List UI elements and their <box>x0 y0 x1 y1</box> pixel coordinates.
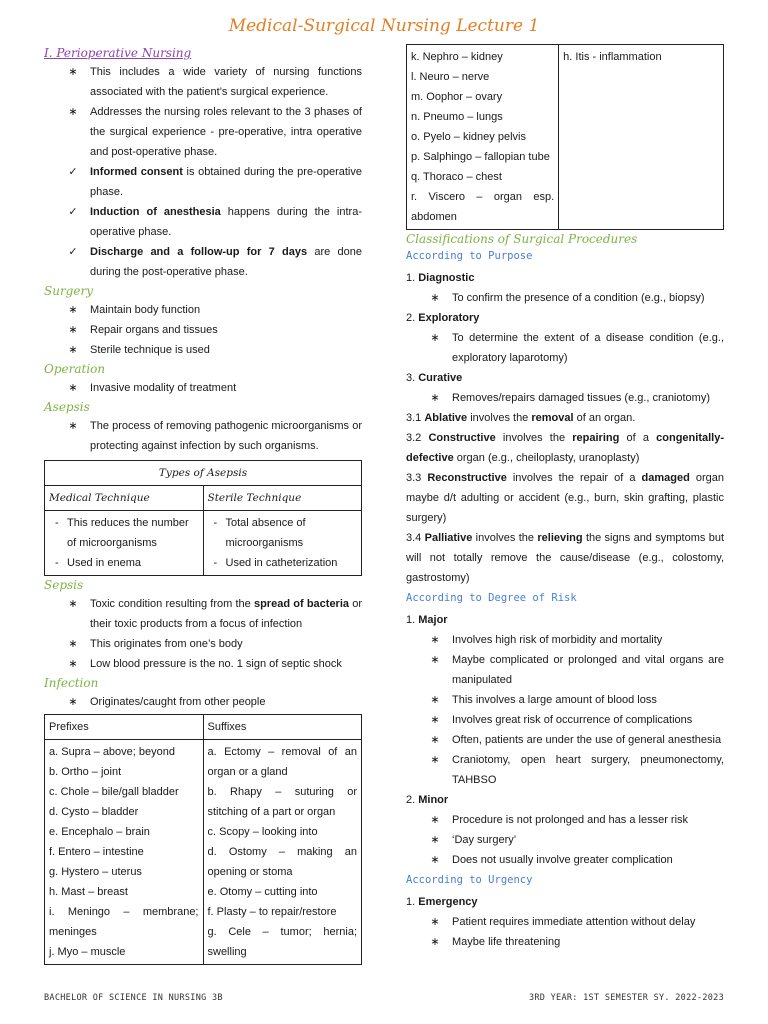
list-item: c. Scopy – looking into <box>207 826 318 838</box>
curative-item: 3. Curative <box>406 372 463 384</box>
asterisk-icon: ∗ <box>430 292 440 304</box>
list-item: ∗ To determine the extent of a disease condition (e.g., exploratory laparotomy) <box>406 328 724 368</box>
list-item: d. Ostomy – making an opening or stoma <box>207 846 357 878</box>
page-title: Medical-Surgical Nursing Lecture 1 <box>228 16 540 36</box>
list-item: e. Encephalo – brain <box>49 826 150 838</box>
affix-table-continued <box>406 44 724 230</box>
list-item: ∗ Maybe complicated or prolonged and vital organs are manipulated <box>406 650 724 690</box>
asterisk-icon: ∗ <box>430 916 440 928</box>
asterisk-icon: ∗ <box>68 658 78 670</box>
list-item: ∗ Sterile technique is used <box>44 340 362 360</box>
emergency-list <box>406 912 724 952</box>
list-item: - Used in enema <box>49 553 199 573</box>
list-item: ∗ Addresses the nursing roles relevant to the 3 phases of the surgical experience - pre-operative, intra operative and post-operative phase. <box>44 102 362 162</box>
asterisk-icon: ∗ <box>68 382 78 394</box>
list-item: n. Pneumo – lungs <box>411 111 503 123</box>
sepsis-heading: Sepsis <box>44 578 84 592</box>
asepsis-types-table <box>44 460 362 576</box>
asterisk-icon: ∗ <box>430 332 440 344</box>
reconstructive-item: 3.3 Reconstructive involves the repair of a damaged organ maybe d/t adulting or accident (e.g., burn, skin grafting, plastic surgery) <box>406 472 724 524</box>
asterisk-icon: ∗ <box>430 694 440 706</box>
footer-program: BACHELOR OF SCIENCE IN NURSING 3B <box>44 993 223 1003</box>
asterisk-icon: ∗ <box>68 638 78 650</box>
list-item: a. Ectomy – removal of an organ or a gland <box>207 746 357 778</box>
list-item: a. Supra – above; beyond <box>49 746 175 758</box>
list-item: ∗ Low blood pressure is the no. 1 sign of septic shock <box>44 654 362 674</box>
checkmark-icon: ✓ <box>68 166 78 178</box>
list-item: ∗ Toxic condition resulting from the spread of bacteria or their toxic products from a focus of infection <box>44 594 362 634</box>
list-item: b. Rhapy – suturing or stitching of a part or organ <box>207 786 357 818</box>
list-item: c. Chole – bile/gall bladder <box>49 786 179 798</box>
prefixes-header: Prefixes <box>45 715 204 740</box>
major-list <box>406 630 724 790</box>
list-item: ∗ Often, patients are under the use of general anesthesia <box>406 730 724 750</box>
list-item: g. Cele – tumor; hernia; swelling <box>207 926 357 958</box>
sepsis-list <box>44 594 362 674</box>
infection-list <box>44 692 362 712</box>
asterisk-icon: ∗ <box>430 854 440 866</box>
list-item: ∗ Craniotomy, open heart surgery, pneumonectomy, TAHBSO <box>406 750 724 790</box>
surgery-list <box>44 300 362 360</box>
list-item: ∗ Involves high risk of morbidity and mortality <box>406 630 724 650</box>
asterisk-icon: ∗ <box>430 392 440 404</box>
asterisk-icon: ∗ <box>430 936 440 948</box>
asterisk-icon: ∗ <box>68 696 78 708</box>
list-item: j. Myo – muscle <box>49 946 126 958</box>
diagnostic-item: 1. Diagnostic <box>406 272 475 284</box>
asterisk-icon: ∗ <box>430 754 440 766</box>
asterisk-icon: ∗ <box>430 834 440 846</box>
surgery-heading: Surgery <box>44 284 93 298</box>
sterile-technique-cell <box>203 511 362 576</box>
list-item: i. Meningo – membrane; meninges <box>49 906 199 938</box>
purpose-subheading: According to Purpose <box>406 250 533 262</box>
checkmark-icon: ✓ <box>68 246 78 258</box>
asepsis-list <box>44 416 362 456</box>
ablative-item: 3.1 Ablative involves the removal of an organ. <box>406 412 636 424</box>
list-item: p. Salphingo – fallopian tube <box>411 151 550 163</box>
risk-subheading: According to Degree of Risk <box>406 592 577 604</box>
asterisk-icon: ∗ <box>430 734 440 746</box>
asepsis-heading: Asepsis <box>44 400 90 414</box>
affix-table <box>44 714 362 965</box>
list-item: ∗ Invasive modality of treatment <box>44 378 362 398</box>
urgency-subheading: According to Urgency <box>406 874 533 886</box>
operation-heading: Operation <box>44 362 106 376</box>
suffixes-cell <box>203 740 362 965</box>
prefixes-cell <box>45 740 204 965</box>
list-item: ∗ Involves great risk of occurrence of complications <box>406 710 724 730</box>
list-item: h. Itis - inflammation <box>563 51 662 63</box>
list-item: ∗ Maybe life threatening <box>406 932 724 952</box>
list-item: - Used in catheterization <box>208 553 358 573</box>
list-item: r. Viscero – organ esp. abdomen <box>411 191 555 223</box>
list-item: - Total absence of microorganisms <box>208 513 358 553</box>
asterisk-icon: ∗ <box>68 66 78 78</box>
list-item: ∗ The process of removing pathogenic microorganisms or protecting against infection by such organisms. <box>44 416 362 456</box>
major-item: 1. Major <box>406 614 448 626</box>
perioperative-list <box>44 62 362 282</box>
suffixes-header: Suffixes <box>203 715 362 740</box>
list-item: m. Oophor – ovary <box>411 91 503 103</box>
list-item: - This reduces the number of microorganisms <box>49 513 199 553</box>
list-item: ∗ Procedure is not prolonged and has a lesser risk <box>406 810 724 830</box>
prefixes-cell <box>407 45 559 230</box>
asterisk-icon: ∗ <box>68 598 78 610</box>
sterile-technique-header: Sterile Technique <box>203 486 362 511</box>
asterisk-icon: ∗ <box>430 634 440 646</box>
list-item: g. Hystero – uterus <box>49 866 142 878</box>
list-item: b. Ortho – joint <box>49 766 122 778</box>
list-item: e. Otomy – cutting into <box>207 886 318 898</box>
list-item: d. Cysto – bladder <box>49 806 139 818</box>
right-column <box>406 44 724 952</box>
minor-item: 2. Minor <box>406 794 449 806</box>
list-item: f. Entero – intestine <box>49 846 144 858</box>
list-item: ∗ This originates from one’s body <box>44 634 362 654</box>
list-item: ∗ Repair organs and tissues <box>44 320 362 340</box>
asterisk-icon: ∗ <box>68 304 78 316</box>
list-item: ∗ Removes/repairs damaged tissues (e.g., craniotomy) <box>406 388 724 408</box>
classifications-heading: Classifications of Surgical Procedures <box>406 232 638 246</box>
medical-technique-cell <box>45 511 204 576</box>
footer-semester: 3RD YEAR: 1ST SEMESTER SY. 2022-2023 <box>528 993 724 1003</box>
infection-heading: Infection <box>44 676 99 690</box>
minor-list <box>406 810 724 870</box>
operation-list <box>44 378 362 398</box>
exploratory-item: 2. Exploratory <box>406 312 480 324</box>
list-item: f. Plasty – to repair/restore <box>207 906 337 918</box>
asterisk-icon: ∗ <box>430 654 440 666</box>
asterisk-icon: ∗ <box>430 814 440 826</box>
left-column <box>44 44 362 965</box>
list-item: ∗ This includes a wide variety of nursing functions associated with the patient’s surgical experience. <box>44 62 362 102</box>
asterisk-icon: ∗ <box>68 344 78 356</box>
asterisk-icon: ∗ <box>68 420 78 432</box>
asterisk-icon: ∗ <box>68 324 78 336</box>
list-item: ∗ Patient requires immediate attention without delay <box>406 912 724 932</box>
list-item: ✓ Discharge and a follow-up for 7 days are done during the post-operative phase. <box>44 242 362 282</box>
list-item: q. Thoraco – chest <box>411 171 502 183</box>
list-item: ∗ To confirm the presence of a condition (e.g., biopsy) <box>406 288 724 308</box>
asterisk-icon: ∗ <box>68 106 78 118</box>
emergency-item: 1. Emergency <box>406 896 478 908</box>
constructive-item: 3.2 Constructive involves the repairing of a congenitally-defective organ (e.g., cheiloplasty, uranoplasty) <box>406 432 724 464</box>
list-item: h. Mast – breast <box>49 886 128 898</box>
medical-technique-header: Medical Technique <box>45 486 204 511</box>
list-item: k. Nephro – kidney <box>411 51 503 63</box>
list-item: ∗ ‘Day surgery’ <box>406 830 724 850</box>
list-item: ✓ Informed consent is obtained during the pre-operative phase. <box>44 162 362 202</box>
list-item: o. Pyelo – kidney pelvis <box>411 131 526 143</box>
palliative-item: 3.4 Palliative involves the relieving the signs and symptoms but will not totally remove the cause/disease (e.g., colostomy, gastrostomy) <box>406 532 724 584</box>
list-item: ✓ Induction of anesthesia happens during the intra-operative phase. <box>44 202 362 242</box>
suffixes-cell <box>559 45 724 230</box>
checkmark-icon: ✓ <box>68 206 78 218</box>
asterisk-icon: ∗ <box>430 714 440 726</box>
perioperative-heading: I. Perioperative Nursing <box>44 46 192 60</box>
list-item: ∗ Originates/caught from other people <box>44 692 362 712</box>
list-item: ∗ This involves a large amount of blood loss <box>406 690 724 710</box>
list-item: ∗ Does not usually involve greater complication <box>406 850 724 870</box>
list-item: l. Neuro – nerve <box>411 71 490 83</box>
asepsis-types-title: Types of Asepsis <box>45 461 362 486</box>
list-item: ∗ Maintain body function <box>44 300 362 320</box>
